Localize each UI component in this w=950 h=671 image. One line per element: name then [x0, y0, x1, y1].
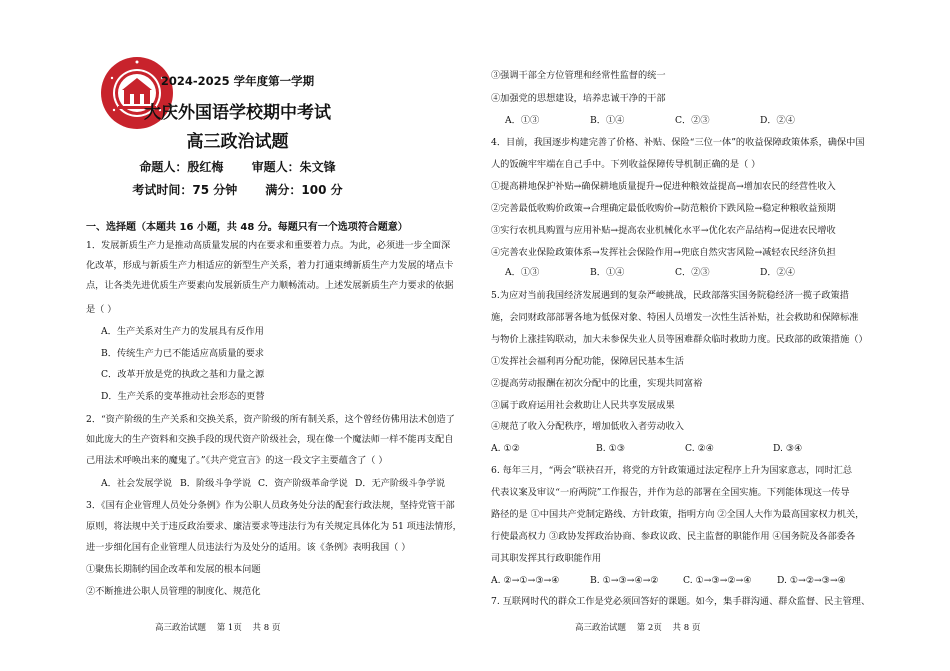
exam-school-title: 大庆外国语学校期中考试 — [144, 103, 331, 123]
text-line: 4．目前，我国逐步构建完善了价格、补贴、保险“三位一体”的收益保障政策体系，确保中国 — [491, 137, 865, 148]
text-line: 点，让各类先进优质生产要素向发展新质生产力顺畅流动。上述发展新质生产力要求的依据 — [86, 280, 454, 291]
text-line: ③实行农机具购置与应用补贴→提高农业机械化水平→优化农产品结构→促进农民增收 — [491, 225, 836, 236]
text-line: ①发挥社会福利再分配功能，保障居民基本生活 — [491, 356, 684, 367]
section-title: 一、选择题（本题共 16 小题，共 48 分。每题只有一个选项符合题意） — [86, 222, 408, 233]
text-line: ②提高劳动报酬在初次分配中的比重，实现共同富裕 — [491, 378, 703, 389]
q3-option: C．②③ — [675, 115, 710, 126]
q6-option: D. ①→②→③→④ — [777, 575, 846, 586]
text-line: ①提高耕地保护补贴→确保耕地质量提升→促进种粮效益提高→增加农民的经营性收入 — [491, 181, 836, 192]
exam-term: 2024-2025 学年度第一学期 — [160, 74, 315, 88]
text-line: ④完善农业保险政策体系→发挥社会保险作用→兜底自然灾害风险→减轻农民经济负担 — [491, 247, 836, 258]
q2-option: A．社会发展学说 — [101, 478, 172, 489]
q6-option: A. ②→①→③→④ — [491, 575, 560, 586]
text-line: 5.为应对当前我国经济发展遇到的复杂严峻挑战，民政部落实国务院稳经济一揽子政策措 — [491, 290, 849, 301]
text-line: 3．《国有企业管理人员处分条例》作为公职人员政务处分法的配套行政法规，坚持党管干部 — [86, 500, 455, 511]
exam-time-score — [0, 181, 475, 198]
q5-option: A. ①② — [491, 443, 520, 454]
q2-option: D．无产阶级斗争学说 — [355, 478, 446, 489]
text-line: 是（ ） — [86, 304, 117, 315]
text-line: 进一步细化国有企业管理人员违法行为及处分的适用。该《条例》表明我国（ ） — [86, 542, 411, 553]
text-line: 人的饭碗牢牢端在自己手中。下列收益保障传导机制正确的是（ ） — [491, 159, 761, 170]
q2-option: C．资产阶级革命学说 — [258, 478, 348, 489]
exam-subject-title: 高三政治试题 — [186, 132, 289, 152]
text-line: 2．“资产阶级的生产关系和交换关系，资产阶级的所有制关系，这个曾经仿佛用法术创造了 — [86, 414, 455, 425]
text-line: 化改革，形成与新质生产力相适应的新型生产关系，着力打通束缚新质生产力发展的堵点卡 — [86, 260, 454, 271]
text-line: ④加强党的思想建设，培养忠诚干净的干部 — [491, 93, 666, 104]
page-2 — [475, 0, 950, 671]
q3-option: D．②④ — [760, 115, 795, 126]
text-line: 施，会同财政部部署各地为低保对象、特困人员增发一次性生活补贴，社会救助和保障标准 — [491, 312, 859, 323]
text-line: 与物价上涨挂钩联动，加大未参保失业人员等困难群众临时救助力度。民政部的政策措施（） — [491, 334, 868, 345]
text-line: ①聚焦长期制约国企改革和发展的根本问题 — [86, 564, 261, 575]
text-line: ③强调干部全方位管理和经常性监督的统一 — [491, 70, 666, 81]
exam-authors — [0, 158, 475, 175]
option-line: C．改革开放是党的执政之基和力量之源 — [101, 369, 265, 380]
text-line: 己用法术呼唤出来的魔鬼了。”《共产党宣言》的这一段文字主要蕴含了（ ） — [86, 455, 388, 466]
q4-option: C．②③ — [675, 267, 710, 278]
text-line: 如此庞大的生产资料和交换手段的现代资产阶级社会，现在像一个魔法师一样不能再支配自 — [86, 434, 454, 445]
page-footer: 高三政治试题 第 1页 共 8 页 — [155, 623, 281, 633]
exam-time: 考试时间：75 分钟 — [132, 183, 238, 197]
text-line: 1．发展新质生产力是推动高质量发展的内在要求和重要着力点。为此，必须进一步全面深 — [86, 240, 451, 251]
text-line: ②不断推进公职人员管理的制度化、规范化 — [86, 586, 261, 597]
q5-option: C. ②④ — [685, 443, 715, 454]
q6-option: C. ①→③→②→④ — [683, 575, 752, 586]
text-line: ④规范了收入分配秩序，增加低收入者劳动收入 — [491, 421, 684, 432]
option-line: B．传统生产力已不能适应高质量的要求 — [101, 348, 264, 359]
q4-option: B．①④ — [590, 267, 625, 278]
q3-option: A．①③ — [505, 115, 540, 126]
text-line: 路径的是 ①中国共产党制定路线、方针政策，指明方向 ②全国人大作为最高国家权力机关， — [491, 509, 865, 520]
text-line: 行使最高权力 ③政协发挥政治协商、参政议政、民主监督的职能作用 ④国务院及各部委各 — [491, 531, 856, 542]
text-line: 司其职发挥其行政职能作用 — [491, 553, 602, 564]
text-line: ②完善最低收购价政策→合理确定最低收购价→防范粮价下跌风险→稳定种粮收益预期 — [491, 203, 836, 214]
exam-score: 满分：100 分 — [265, 183, 343, 197]
q3-option: B．①④ — [590, 115, 625, 126]
text-line: 代表议案及审议“一府两院”工作报告，并作为总的部署在全国实施。下列能体现这一传导 — [491, 487, 850, 498]
text-line: 6. 每年三月，“两会”联袂召开，将党的方针政策通过法定程序上升为国家意志，同时汇总 — [491, 465, 853, 476]
q4-option: A．①③ — [505, 267, 540, 278]
q4-option: D．②④ — [760, 267, 795, 278]
page-footer: 高三政治试题 第 2页 共 8 页 — [575, 623, 701, 633]
author: 命题人：殷红梅 — [139, 160, 224, 174]
q2-option: B．阶级斗争学说 — [180, 478, 252, 489]
reviewer: 审题人：朱文锋 — [251, 160, 336, 174]
q6-option: B. ①→③→④→② — [590, 575, 659, 586]
option-line: D．生产关系的变革推动社会形态的更替 — [101, 391, 265, 402]
text-line: ③属于政府运用社会救助让人民共享发展成果 — [491, 400, 675, 411]
text-line: 原则，将法规中关于违反政治要求、廉洁要求等违法行为有关规定具体化为 51 项违法情形， — [86, 521, 462, 532]
text-line: 7. 互联网时代的群众工作是党必须回答好的课题。如今，集手群沟通、群众监督、民主管理、 — [491, 596, 871, 607]
option-line: A．生产关系对生产力的发展具有反作用 — [101, 326, 264, 337]
q5-option: D. ③④ — [773, 443, 803, 454]
q5-option: B. ①③ — [596, 443, 626, 454]
